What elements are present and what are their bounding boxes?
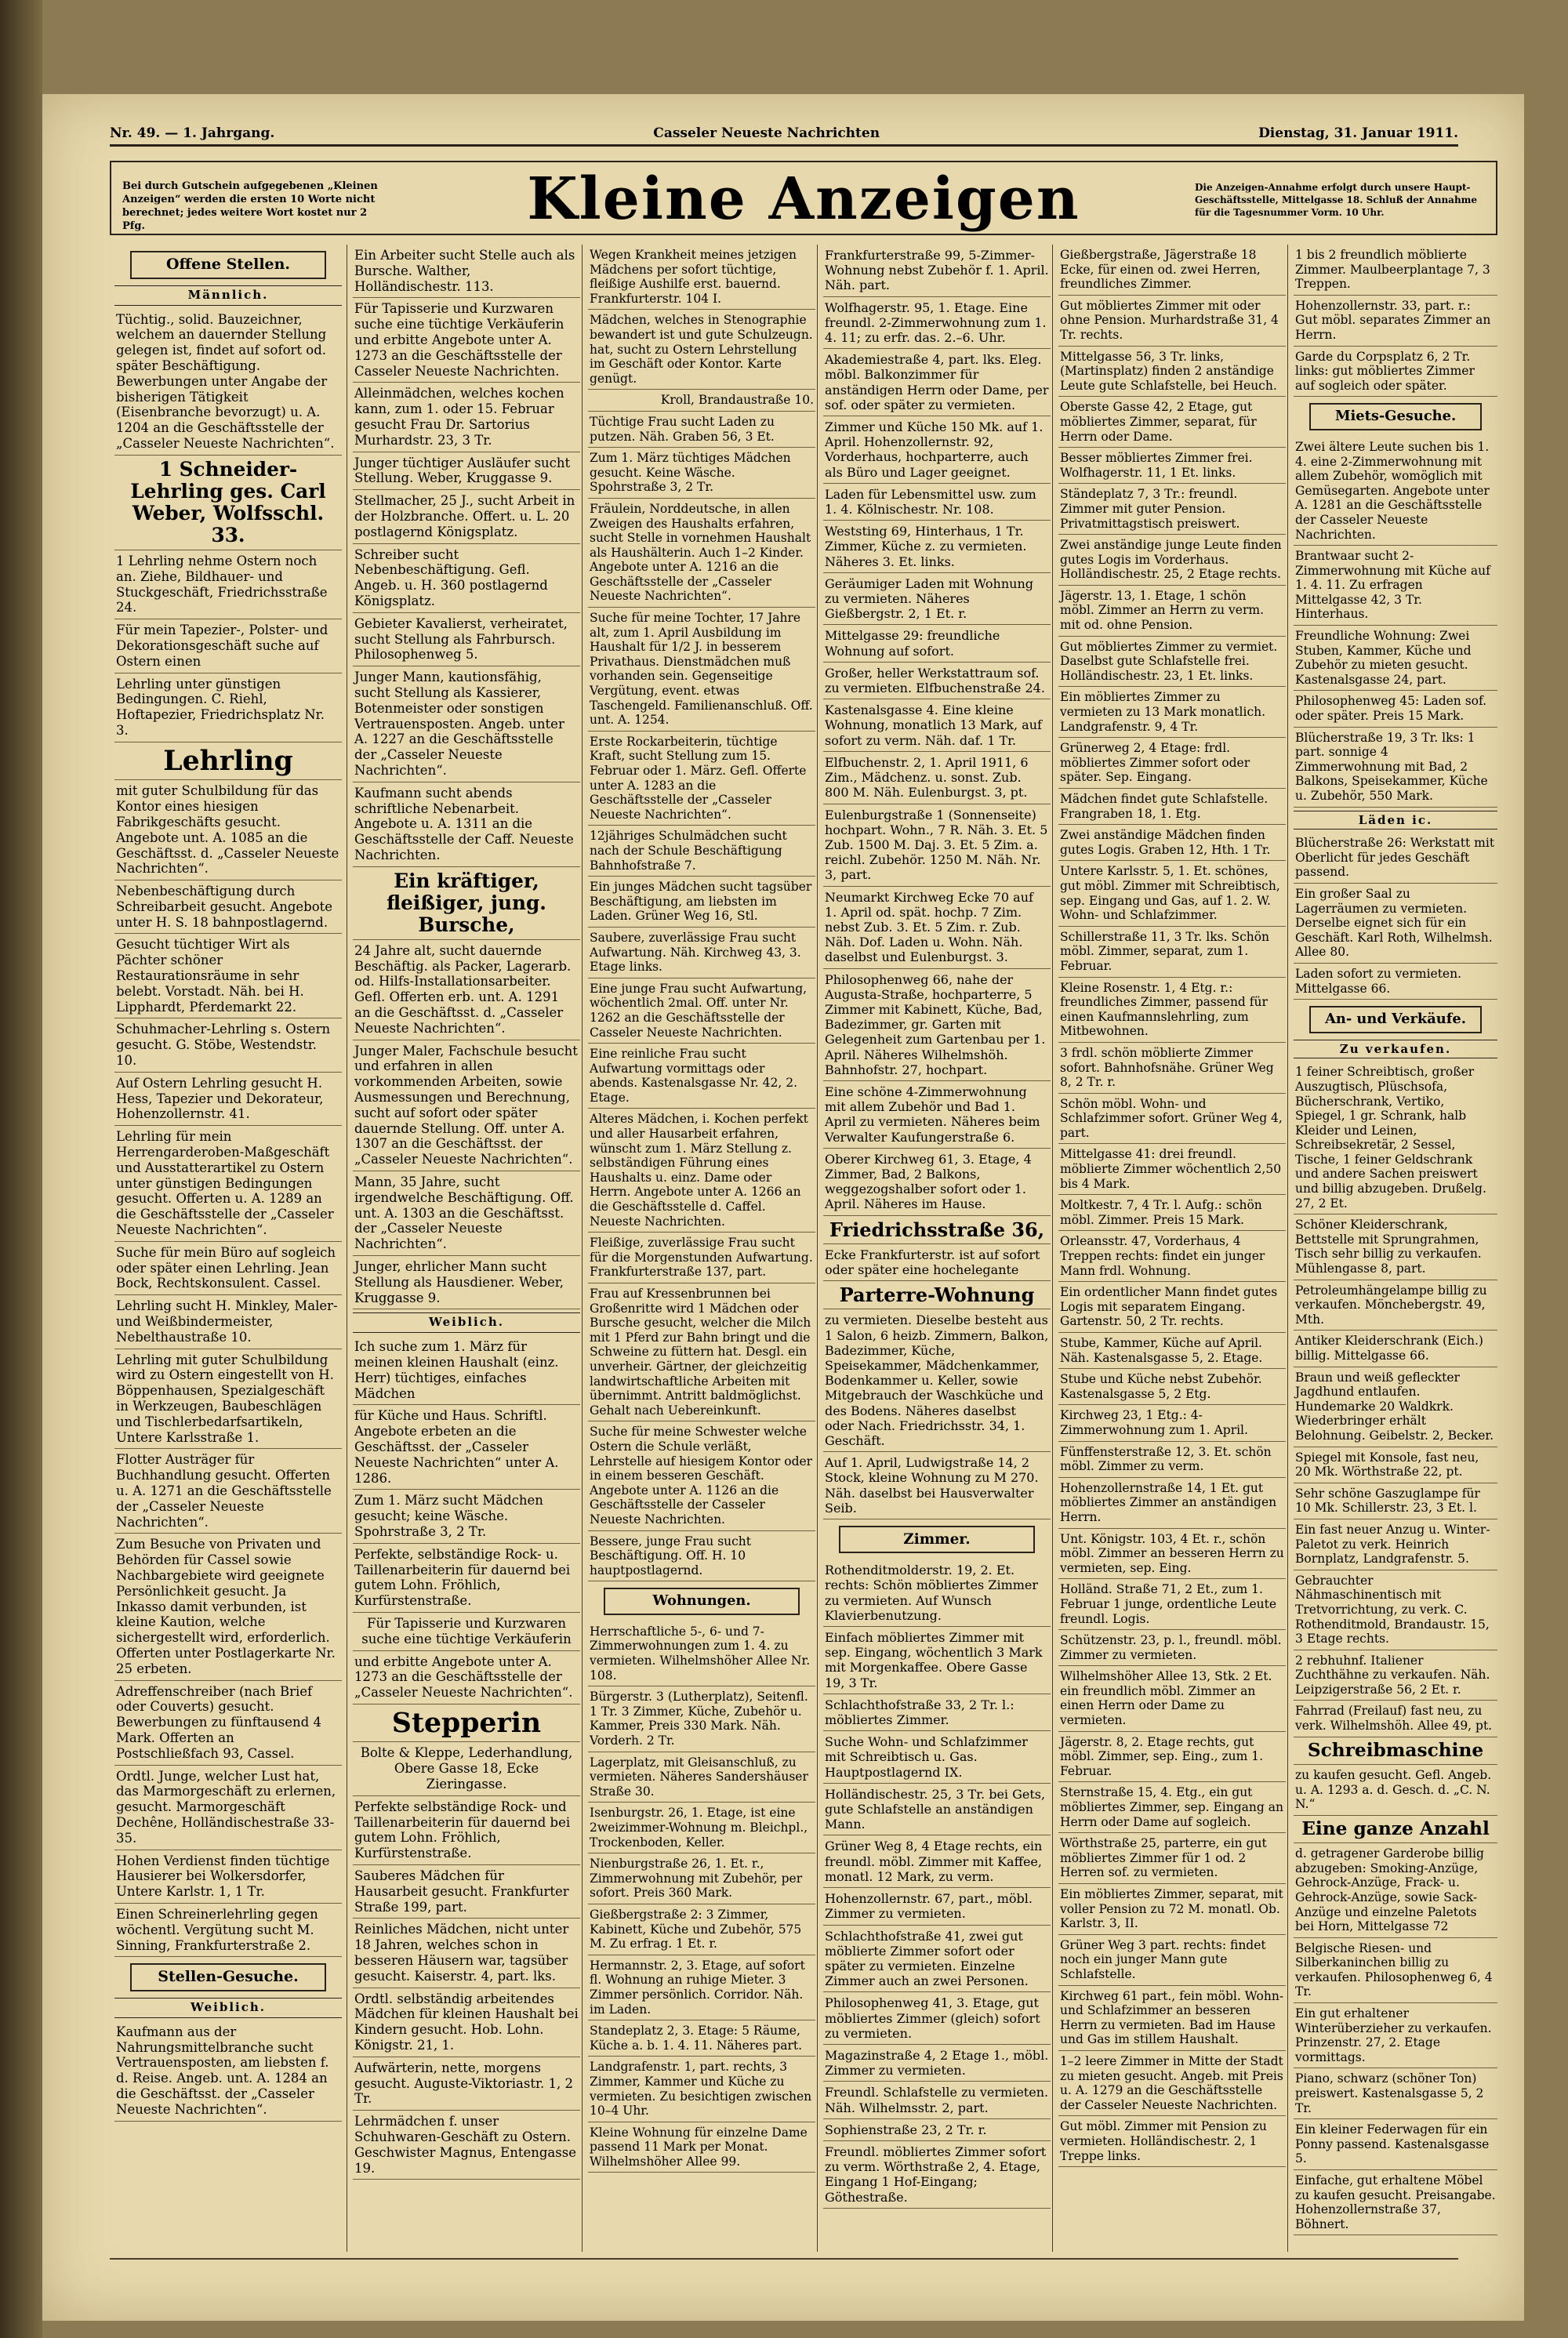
classified-ad: und erbitte Angebote unter A. 1273 an die Geschäftsstelle der „Casseler Neueste Nachrichten“. [353,1651,580,1704]
classified-ad: Schöner Kleiderschrank, Bettstelle mit Sprungrahmen, Tisch sehr billig zu verkaufen. Mühlengasse 8, part. [1294,1214,1497,1280]
classified-ad: Mädchen, welches in Stenographie bewandert ist und gute Schulzeugn. hat, sucht zu Ostern Lehrstellung im Geschäft oder Kontor. Karte genügt. [588,310,815,390]
classified-ad: 24 Jahre alt, sucht dauernde Beschäftig. als Packer, Lagerarb. od. Hilfs-Installationsarbeiter. Gefl. Offerten erb. unt. A. 1291 an die Geschäftsst. d. „Casseler Neueste Nachrichten“. [353,940,580,1040]
classified-ad: Kastenalsgasse 4. Eine kleine Wohnung, monatlich 13 Mark, auf sofort zu verm. Näh. daf. 1 Tr. [823,699,1051,752]
classified-ad: Kaufmann sucht abends schriftliche Nebenarbeit. Angebote u. A. 1311 an die Geschäftsstelle der Caff. Neueste Nachrichten. [353,782,580,867]
masthead [110,161,1497,235]
classified-ad: Landgrafenstr. 1, part. rechts, 3 Zimmer, Kammer und Küche zu vermieten. Zu besichtigen zwischen 10–4 Uhr. [588,2057,815,2122]
classified-ad: d. getragener Garderobe billig abzugeben: Smoking-Anzüge, Gehrock-Anzüge, Frack- u. Gehrock-Anzüge, sowie Sack-Anzüge und einzelne Paletots bei Horn, Mittelgasse 72 [1294,1843,1497,1938]
classified-ad: Ein Arbeiter sucht Stelle auch als Bursche. Walther, Holländischestr. 113. [353,245,580,298]
classified-ad: Wilhelmshöher Allee 13, Stk. 2 Et. ein freundlich möbl. Zimmer an einen Herrn oder Dame zu vermieten. [1058,1666,1286,1731]
classified-ad: Kirchweg 23, 1 Etg.: 4-Zimmerwohnung zum 1. April. [1058,1405,1286,1441]
column-rule [582,245,583,2252]
classified-ad: Herrschaftliche 5-, 6- und 7-Zimmerwohnungen zum 1. 4. zu vermieten. Wilhelmshöher Allee Nr. 108. [588,1621,815,1686]
subsection-zu-verkaufen: Zu verkaufen. [1294,1040,1497,1059]
classified-ad: Schlachthofstraße 33, 2 Tr. l.: möbliertes Zimmer. [823,1694,1051,1731]
classified-ad: Sophienstraße 23, 2 Tr. r. [823,2119,1051,2141]
classified-ad: Geräumiger Laden mit Wohnung zu vermieten. Näheres Gießbergstr. 2, 1 Et. r. [823,573,1051,626]
classified-ad: für Küche und Haus. Schriftl. Angebote erbeten an die Geschäftsst. der „Casseler Neueste Nachrichten“ unter A. 1286. [353,1405,580,1490]
classified-ad: Braun und weiß gefleckter Jagdhund entlaufen. Hundemarke 20 Waldkrk. Wiederbringer erhält Belohnung. Geibelstr. 2, Becker. [1294,1367,1497,1447]
classified-ad: Ein kleiner Federwagen für ein Ponny passend. Kastenalsgasse 5. [1294,2119,1497,2170]
classified-ad: Für Tapisserie und Kurzwaren suche eine tüchtige Verkäuferin [353,1613,580,1651]
classified-ad-headline: Eine ganze Anzahl [1294,1816,1497,1843]
classified-ad: Fleißige, zuverlässige Frau sucht für die Morgenstunden Aufwartung. Frankfurterstraße 137, part. [588,1233,815,1283]
classified-ad-headline: Lehrling [114,742,342,781]
classified-ad: 2 rebhuhnf. Italiener Zuchthähne zu verkaufen. Näh. Leipzigerstraße 56, 2 Et. r. [1294,1650,1497,1701]
classified-ad: Gießbergstraße 2: 3 Zimmer, Kabinett, Küche und Zubehör, 575 M. Zu erfrag. 1 Et. r. [588,1904,815,1955]
classified-ad: Ein möbliertes Zimmer, separat, mit voller Pension zu 72 M. monatl. Ob. Karlstr. 3, II. [1058,1884,1286,1935]
classified-ad: Sauberes Mädchen für Hausarbeit gesucht. Frankfurter Straße 199, part. [353,1865,580,1919]
classified-ad: Schützenstr. 23, p. l., freundl. möbl. Zimmer zu vermieten. [1058,1630,1286,1666]
classified-ad: Ein fast neuer Anzug u. Winter-Paletot zu verk. Heinrich Bornplatz, Landgrafenstr. 5. [1294,1519,1497,1570]
issue-date: Dienstag, 31. Januar 1911. [1258,125,1458,141]
classified-ad: Freundl. möbliertes Zimmer sofort zu verm. Wörthstraße 2, 4. Etage, Eingang 1 Hof-Eingang; Göthestraße. [823,2141,1051,2209]
classified-ad: Laden sofort zu vermieten. Mittelgasse 66. [1294,964,1497,1000]
classified-ad: Schreiber sucht Nebenbeschäftigung. Gefl. Angeb. u. H. 360 postlagernd Königsplatz. [353,544,580,613]
classified-ad: Zimmer und Küche 150 Mk. auf 1. April. Hohenzollernstr. 92, Vorderhaus, hochparterre, auch als Büro und Lager geeignet. [823,416,1051,484]
classified-ad: Fünffensterstraße 12, 3. Et. schön möbl. Zimmer zu verm. [1058,1442,1286,1478]
classified-ad: Für mein Tapezier-, Polster- und Dekorationsgeschäft suche auf Ostern einen [114,619,342,673]
classified-ad: Fahrrad (Freilauf) fast neu, zu verk. Wilhelmshöh. Allee 49, pt. [1294,1701,1497,1737]
classified-ad: Lagerplatz, mit Gleisanschluß, zu vermieten. Näheres Sandershäuser Straße 30. [588,1752,815,1803]
classified-ad: Flotter Austräger für Buchhandlung gesucht. Offerten u. A. 1271 an die Geschäftsstelle der „Casseler Neueste Nachrichten“. [114,1449,342,1534]
classified-ad: Eine junge Frau sucht Aufwartung, wöchentlich 2mal. Off. unter Nr. 1262 an die Geschäftsstelle der Casseler Neueste Nachrichten. [588,978,815,1044]
classified-ad: Grüner Weg 8, 4 Etage rechts, ein freundl. möbl. Zimmer mit Kaffee, monatl. 12 Mark, zu verm. [823,1835,1051,1888]
classified-ad: Wegen Krankheit meines jetzigen Mädchens per sofort tüchtige, fleißige Aushilfe erst. bauernd. Frankfurterstr. 104 I. [588,245,815,310]
classified-ad: 1 Schneider-Lehrling ges. Carl Weber, Wolfsschl. 33. [114,456,342,550]
classified-ad: Einen Schreinerlehrling gegen wöchentl. Vergütung sucht M. Sinning, Frankfurterstraße 2. [114,1904,342,1957]
classified-ad: Einfach möbliertes Zimmer mit sep. Eingang, wöchentlich 3 Mark mit Morgenkaffee. Obere Gasse 19, 3 Tr. [823,1627,1051,1694]
classified-ad: Brantwaar sucht 2-Zimmerwohnung mit Küche auf 1. 4. 11. Zu erfragen Mittelgasse 42, 3 Tr. Hinterhaus. [1294,546,1497,626]
classified-ad: Hohenzollernstr. 33, part. r.: Gut möbl. separates Zimmer an Herrn. [1294,296,1497,347]
classified-ad: Gut möbliertes Zimmer zu vermiet. Daselbst gute Schlafstelle frei. Holländischestr. 23, 1 Et. links. [1058,637,1286,688]
classified-ad: Gebieter Kavalierst, verheiratet, sucht Stellung als Fahrbursch. Philosophenweg 5. [353,613,580,666]
classified-ad: Nebenbeschäftigung durch Schreibarbeit gesucht. Angebote unter H. S. 18 bahnpostlagernd. [114,880,342,934]
classified-ad: 3 frdl. schön möblierte Zimmer sofort. Bahnhofsnähe. Grüner Weg 8, 2 Tr. r. [1058,1043,1286,1094]
classified-ad: Sternstraße 15, 4. Etg., ein gut möbliertes Zimmer, sep. Eingang an Herrn oder Dame auf sogleich. [1058,1782,1286,1833]
classified-ad: Gießbergstraße, Jägerstraße 18 Ecke, für einen od. zwei Herren, freundliches Zimmer. [1058,245,1286,296]
classified-ad: Oberste Gasse 42, 2 Etage, gut möbliertes Zimmer, separat, für Herrn oder Dame. [1058,397,1286,448]
classified-ad: 1 bis 2 freundlich möblierte Zimmer. Maulbeerplantage 7, 3 Treppen. [1294,245,1497,296]
classified-ad: Zwei ältere Leute suchen bis 1. 4. eine 2-Zimmerwohnung mit allem Zubehör, womöglich mit Gemüsegarten. Angebote unter A. 1281 an die Geschäftsstelle der Casseler Neueste Nachrichten. [1294,437,1497,546]
column-2 [353,245,580,2180]
classified-ad: 1 feiner Schreibtisch, großer Auszugtisch, Plüschsofa, Bücherschrank, Vertiko, Spiegel, 1 gr. Schrank, halb Kleider und Leinen, Schreibsekretär, 2 Sessel, Tische, 1 feiner Geldschrank und andere Sachen preiswert und billig abzugeben. Drußelg. 27, 2 Et. [1294,1062,1497,1214]
classified-ad: Philosophenweg 41, 3. Etage, gut möbliertes Zimmer (gleich) sofort zu vermieten. [823,1992,1051,2045]
classified-ad: Ein gut erhaltener Winterüberzieher zu verkaufen. Prinzenstr. 27, 2. Etage vormittags. [1294,2003,1497,2068]
classified-ad: Grüner Weg 3 part. rechts: findet noch ein junger Mann gute Schlafstelle. [1058,1935,1286,1986]
classified-ad: Perfekte, selbständige Rock- u. Taillenarbeiterin für dauernd bei gutem Lohn. Fröhlich, Kurfürstenstraße. [353,1544,580,1613]
classified-ad: Antiker Kleiderschrank (Eich.) billig. Mittelgasse 66. [1294,1331,1497,1367]
classified-ad: Stube, Kammer, Küche auf April. Näh. Kastenalsgasse 5, 2. Etage. [1058,1333,1286,1369]
classified-ad: Junger Mann, kautionsfähig, sucht Stellung als Kassierer, Botenmeister oder sonstigen Vertrauensposten. Angeb. unter A. 1227 an die Geschäftsstelle der „Casseler Neueste Nachrichten“. [353,666,580,782]
classified-ad: Holländischestr. 25, 3 Tr. bei Gets, gute Schlafstelle an anständigen Mann. [823,1784,1051,1836]
classified-ad: Philosophenweg 45: Laden sof. oder später. Preis 15 Mark. [1294,691,1497,727]
classified-ad: Suche für mein Büro auf sogleich oder später einen Lehrling. Jean Bock, Rechtskonsulent. Cassel. [114,1242,342,1295]
classified-ad: Erste Rockarbeiterin, tüchtige Kraft, sucht Stellung zum 15. Februar oder 1. März. Gefl. Offerte unter A. 1283 an die Geschäftsstelle der „Casseler Neueste Nachrichten“. [588,732,815,826]
classified-ad: Ich suche zum 1. März für meinen kleinen Haushalt (einz. Herr) tüchtiges, einfaches Mädchen [353,1336,580,1405]
classified-ad: Grünerweg 2, 4 Etage: frdl. möbliertes Zimmer sofort oder später. Sep. Eingang. [1058,738,1286,789]
classified-ad: Ein ordentlicher Mann findet gutes Logis mit separatem Eingang. Gartenstr. 50, 2 Tr. rechts. [1058,1282,1286,1333]
classified-ad: Laden für Lebensmittel usw. zum 1. 4. Kölnischestr. Nr. 108. [823,484,1051,521]
classified-ad: Schuhmacher-Lehrling s. Ostern gesucht. G. Stöbe, Westendstr. 10. [114,1018,342,1072]
subsection-laeden: Läden ic. [1294,811,1497,830]
column-rule [1287,245,1288,2252]
section-head-zimmer: Zimmer. [839,1526,1035,1553]
classified-ad: Fräulein, Norddeutsche, in allen Zweigen des Haushalts erfahren, sucht Stelle in vornehmen Haushalt als Haushälterin. Auch 1–2 Kinder. Angebote unter A. 1216 an die Geschäftsstelle der „Casseler Neueste Nachrichten“. [588,499,815,608]
classified-ad: Adreffenschreiber (nach Brief oder Couverts) gesucht. Bewerbungen zu fünftausend 4 Mark. Offerten an Postschließfach 93, Cassel. [114,1681,342,1766]
classified-ad: Kirchweg 61 part., fein möbl. Wohn- und Schlafzimmer an besseren Herrn zu vermieten. Bad im Hause und Gas im stillem Haushalt. [1058,1986,1286,2051]
classified-ad: Ein großer Saal zu Lagerräumen zu vermieten. Derselbe eignet sich für ein Geschäft. Karl Roth, Wilhelmsh. Allee 80. [1294,884,1497,964]
classified-ad: Elfbuchenstr. 2, 1. April 1911, 6 Zim., Mädchenz. u. sonst. Zub. 800 M. Näh. Eulenburgst. 3, pt. [823,752,1051,804]
classified-ad: Garde du Corpsplatz 6, 2 Tr. links: gut möbliertes Zimmer auf sogleich oder später. [1294,347,1497,398]
classified-ad: Oberer Kirchweg 61, 3. Etage, 4 Zimmer, Bad, 2 Balkons, weggezogshalber sofort oder 1. April. Näheres im Hause. [823,1149,1051,1216]
classified-ad: Schillerstraße 11, 3 Tr. lks. Schön möbl. Zimmer, separat, zum 1. Februar. [1058,927,1286,978]
classified-ad: Auf 1. April, Ludwigstraße 14, 2 Stock, kleine Wohnung zu M 270. Näh. daselbst bei Hausverwalter Seib. [823,1452,1051,1519]
classified-ad: Spiegel mit Konsole, fast neu, 20 Mk. Wörthstraße 22, pt. [1294,1447,1497,1483]
classified-ad-headline: Schreibmaschine [1294,1737,1497,1765]
section-head-an-und-verkaeufe: An- und Verkäufe. [1309,1006,1482,1033]
classified-ad: Zum Besuche von Privaten und Behörden für Cassel sowie Nachbargebiete wird geeignete Persönlichkeit gesucht. Ja Inkasso damit verbunden, ist kleine Kaution, welche sichergestellt wird, erforderlich. Offerten unter Postlagerkarte Nr. 25 erbeten. [114,1534,342,1680]
column-1 [114,245,342,2122]
classified-ad: Hohenzollernstr. 67, part., möbl. Zimmer zu vermieten. [823,1888,1051,1925]
classified-ad: Zwei anständige Mädchen finden gutes Logis. Graben 12, Hth. 1 Tr. [1058,825,1286,861]
classified-ad: Ein junges Mädchen sucht tagsüber Beschäftigung, am liebsten im Laden. Grüner Weg 16, Stl. [588,877,815,928]
classified-ad: Lehrmädchen f. unser Schuhwaren-Geschäft zu Ostern. Geschwister Magnus, Entengasse 19. [353,2111,580,2180]
classified-ad: Akademiestraße 4, part. lks. Eleg. möbl. Balkonzimmer für anständigen Herrn oder Dame, per sof. oder später zu vermieten. [823,349,1051,416]
masthead-note-left: Bei durch Gutschein aufgegebenen „Kleinen Anzeigen“ werden die ersten 10 Worte nicht berechnet; jedes weitere Wort kostet nur 2 Pfg. [122,180,378,232]
masthead-note-right: Die Anzeigen-Annahme erfolgt durch unsere Haupt-Geschäftsstelle, Mittelgasse 18. Schluß der Annahme für die Tagesnummer Vorm. 10 Uhr. [1195,182,1478,218]
classified-ad: Ordtl. Junge, welcher Lust hat, das Marmorgeschäft zu erlernen, gesucht. Marmorgeschäft Dechêne, Holländischestraße 33-35. [114,1766,342,1850]
classified-ad: Frankfurterstraße 99, 5-Zimmer-Wohnung nebst Zubehör f. 1. April. Näh. part. [823,245,1051,297]
classified-ad: Für Tapisserie und Kurzwaren suche eine tüchtige Verkäuferin und erbitte Angebote unter A. 1273 an die Geschäftsstelle der Casseler Neueste Nachrichten. [353,298,580,383]
page-header [110,125,1458,147]
classified-ad: Besser möbliertes Zimmer frei. Wolfhagerstr. 11, 1 Et. links. [1058,448,1286,484]
subsection-weiblich: Weiblich. [114,1998,342,2018]
classified-ad: Zum 1. März sucht Mädchen gesucht; keine Wäsche. Spohrstraße 3, 2 Tr. [353,1490,580,1543]
classified-ad: Mädchen findet gute Schlafstelle. Frangraben 18, 1. Etg. [1058,789,1286,825]
classified-ad: Junger tüchtiger Ausläufer sucht Stellung. Weber, Kruggasse 9. [353,452,580,491]
classified-ad: Kleine Rosenstr. 1, 4 Etg. r.: freundliches Zimmer, passend für einen Kaufmannslehrling, zum Mitbewohnen. [1058,978,1286,1043]
column-6 [1294,245,1497,2235]
column-4 [823,245,1051,2209]
classified-ad: Aufwärterin, nette, morgens gesucht. Auguste-Viktoriastr. 1, 2 Tr. [353,2057,580,2111]
classified-ad: Mittelgasse 56, 3 Tr. links, (Martinsplatz) finden 2 anständige Leute gute Schlafstelle, bei Heuch. [1058,347,1286,398]
classified-ad: Tüchtig., solid. Bauzeichner, welchem an dauernder Stellung gelegen ist, findet auf sofort od. später Beschäftigung. Bewerbungen unter Angabe der bisherigen Tätigkeit (Eisenbranche bevorzugt) u. A. 1204 an die Geschäftsstelle der „Casseler Neueste Nachrichten“. [114,309,342,456]
classified-ad: Hermannstr. 2, 3. Etage, auf sofort fl. Wohnung an ruhige Mieter. 3 Zimmer persönlich. Corridor. Näh. im Laden. [588,1955,815,2020]
classified-ad: Petroleumhängelampe billig zu verkaufen. Mönchebergstr. 49, Mth. [1294,1280,1497,1331]
classified-ad: Stube und Küche nebst Zubehör. Kastenalsgasse 5, 2 Etg. [1058,1369,1286,1405]
newspaper-name: Casseler Neueste Nachrichten [653,125,880,141]
classified-ad: Standeplatz 2, 3. Etage: 5 Räume, Küche a. b. 1. 4. 11. Näheres part. [588,2020,815,2057]
classified-ad: Auf Ostern Lehrling gesucht H. Hess, Tapezier und Dekorateur, Hohenzollernstr. 41. [114,1073,342,1126]
section-head-miets-gesuche: Miets-Gesuche. [1309,403,1482,430]
classified-ad: Reinliches Mädchen, nicht unter 18 Jahren, welches schon in besseren Häusern war, tagsüber gesucht. Kaiserstr. 4, part. lks. [353,1919,580,1988]
classified-ad: Alteres Mädchen, i. Kochen perfekt und aller Hausarbeit erfahren, wünscht zum 1. März Stellung z. selbständigen Führung eines Haushalts u. einz. Dame oder Herrn. Angebote unter A. 1266 an die Geschäftsstelle d. Caffel. Neueste Nachrichten. [588,1109,815,1233]
classified-ad: Philosophenweg 66, nahe der Augusta-Straße, hochparterre, 5 Zimmer mit Kabinett, Küche, Bad, Badezimmer, gr. Garten mit Gelegenheit zum Gartenbau per 1. April. Näheres Wilhelmshöh. Bahnhofstr. 27, hochpart. [823,969,1051,1081]
classified-ad: Schlachthofstraße 41, zwei gut möblierte Zimmer sofort oder später zu vermieten. Einzelne Zimmer auch an zwei Personen. [823,1926,1051,1993]
classified-ad: Schön möbl. Wohn- und Schlafzimmer sofort. Grüner Weg 4, part. [1058,1094,1286,1145]
classified-ad: Bolte & Kleppe, Lederhandlung, Obere Gasse 18, Ecke Zieringasse. [353,1742,580,1795]
issue-number: Nr. 49. — 1. Jahrgang. [110,125,275,141]
classified-ad: Holländ. Straße 71, 2 Et., zum 1. Februar 1 junge, ordentliche Leute freundl. Logis. [1058,1579,1286,1630]
classified-ad: Blücherstraße 26: Werkstatt mit Oberlicht für jedes Geschäft passend. [1294,833,1497,884]
classified-ad: Jägerstr. 13, 1. Etage, 1 schön möbl. Zimmer an Herrn zu verm. mit od. ohne Pension. [1058,586,1286,637]
classified-ad: Perfekte selbständige Rock- und Taillenarbeiterin für dauernd bei gutem Lohn. Fröhlich, Kurfürstenstraße. [353,1796,580,1865]
classified-ad: zu kaufen gesucht. Gefl. Angeb. u. A. 1293 a. d. Gesch. d. „C. N. N.“ [1294,1765,1497,1816]
page-edge-shadow [0,0,42,2338]
classified-ad: Hohenzollernstraße 14, 1 Et. gut möbliertes Zimmer an anständigen Herrn. [1058,1478,1286,1529]
classified-ad: Zum 1. März tüchtiges Mädchen gesucht. Keine Wäsche. Spohrstraße 3, 2 Tr. [588,448,815,499]
classified-ad: Jägerstr. 8, 2. Etage rechts, gut möbl. Zimmer, sep. Eing., zum 1. Februar. [1058,1732,1286,1783]
classified-ad: Isenburgstr. 26, 1. Etage, ist eine 2weizimmer-Wohnung m. Bleichpl., Trockenboden, Keller. [588,1803,815,1853]
classified-ad: mit guter Schulbildung für das Kontor eines hiesigen Fabrikgeschäfts gesucht. Angebote unt. A. 1085 an die Geschäftsst. d. „Casseler Neueste Nachrichten“. [114,780,342,880]
classified-ad: Freundliche Wohnung: Zwei Stuben, Kammer, Küche und Zubehör zu mieten gesucht. Kastenalsgasse 24, part. [1294,626,1497,691]
classified-ad: Saubere, zuverlässige Frau sucht Aufwartung. Näh. Kirchweg 43, 3. Etage links. [588,928,815,978]
classified-ad: Bürgerstr. 3 (Lutherplatz), Seitenfl. 1 Tr. 3 Zimmer, Küche, Zubehör u. Kammer, Preis 330 Mark. Näh. Vorderh. 2 Tr. [588,1686,815,1752]
classified-ad: Großer, heller Werkstattraum sof. zu vermieten. Elfbuchenstraße 24. [823,663,1051,699]
section-head-offene-stellen: Offene Stellen. [130,251,326,279]
bottom-rule [110,2258,1458,2260]
classified-ad: Wolfhagerstr. 95, 1. Etage. Eine freundl. 2-Zimmerwohnung zum 1. 4. 11; zu erfr. das. 2.–6. Uhr. [823,297,1051,350]
classified-ad: Kaufmann aus der Nahrungsmittelbranche sucht Vertrauensposten, am liebsten f. d. Reise. Angeb. unt. A. 1284 an die Geschäftsst. der „Casseler Neueste Nachrichten“. [114,2021,342,2122]
classified-ad: Einfache, gut erhaltene Möbel zu kaufen gesucht. Preisangabe. Hohenzollernstraße 37, Böhnert. [1294,2170,1497,2235]
classified-ad: 1–2 leere Zimmer in Mitte der Stadt zu mieten gesucht. Angeb. mit Preis u. A. 1279 an die Geschäftsstelle der Casseler Neueste Nachrichten. [1058,2051,1286,2116]
classified-ad: Gebrauchter Nähmaschinentisch mit Tretvorrichtung, zu verk. C. Rothenditmold, Brandaustr. 15, 3 Etage rechts. [1294,1570,1497,1650]
classified-ad: Ein möbliertes Zimmer zu vermieten zu 13 Mark monatlich. Landgrafenstr. 9, 4 Tr. [1058,687,1286,738]
classified-ad: Suche für meine Schwester welche Ostern die Schule verläßt, Lehrstelle auf hiesigem Kontor oder in einem besseren Geschäft. Angebote unter A. 1126 an die Geschäftsstelle der Casseler Neueste Nachrichten. [588,1421,815,1530]
subsection-weiblich: Weiblich. [353,1312,580,1333]
column-3 [588,245,815,2173]
classified-ad: Magazinstraße 4, 2 Etage 1., möbl. Zimmer zu vermieten. [823,2045,1051,2082]
classified-ad: Nienburgstraße 26, 1. Et. r., Zimmerwohnung mit Zubehör, per sofort. Preis 360 Mark. [588,1853,815,1904]
classified-ad: Ständeplatz 7, 3 Tr.: freundl. Zimmer mit guter Pension. Privatmittagstisch preiswert. [1058,484,1286,535]
classified-ad: 1 Lehrling nehme Ostern noch an. Ziehe, Bildhauer- und Stuckgeschäft, Friedrichsstraße 24. [114,550,342,619]
classified-ad: Weststing 69, Hinterhaus, 1 Tr. Zimmer, Küche z. zu vermieten. Näheres 3. Et. links. [823,521,1051,573]
classified-ad-headline: Friedrichsstraße 36, [823,1216,1051,1244]
classified-ad: Neumarkt Kirchweg Ecke 70 auf 1. April od. spät. hochp. 7 Zim. nebst Zub. 3. Et. 5 Zim. r. Zub. Näh. Dof. Laden u. Wohn. Näh. daselbst und Eulenburgst. 3. [823,887,1051,969]
classified-ad: Mittelgasse 41: drei freundl. möblierte Zimmer wöchentlich 2,50 bis 4 Mark. [1058,1144,1286,1195]
column-5 [1058,245,1286,2167]
classified-ad: Zwei anständige junge Leute finden gutes Logis im Vorderhaus. Holländischestr. 25, 2 Etage rechts. [1058,535,1286,586]
classified-ad: Blücherstraße 19, 3 Tr. lks: 1 part. sonnige 4 Zimmerwohnung mit Bad, 2 Balkons, Speisekammer, Küche u. Zubehör, 550 Mark. [1294,728,1497,808]
classified-ad: Bessere, junge Frau sucht Beschäftigung. Off. H. 10 hauptpostlagernd. [588,1531,815,1582]
classified-ad-headline: Ein kräftiger, fleißiger, jung. Bursche, [353,867,580,940]
classified-ad: Gesucht tüchtiger Wirt als Pächter schöner Restaurationsräume in sehr belebt. Vorstadt. Näh. bei H. Lipphardt, Pferdemarkt 22. [114,934,342,1018]
classified-ad-headline: Stepperin [353,1704,580,1743]
classified-ad: Eine reinliche Frau sucht Aufwartung vormittags oder abends. Kastenalsgasse Nr. 42, 2. Etage. [588,1044,815,1109]
classified-ad: Lehrling für mein Herrengarderoben-Maßgeschäft und Ausstatterartikel zu Ostern unter günstigen Bedingungen gesucht. Offerten u. A. 1289 an die Geschäftsstelle der „Casseler Neueste Nachrichten“. [114,1126,342,1242]
column-rule [1052,245,1053,2252]
classified-ad: Suche für meine Tochter, 17 Jahre alt, zum 1. April Ausbildung im Haushalt für 1/2 J. in besserem Privathaus. Dienstmädchen muß vorhanden sein. Gegenseitige Vergütung, event. etwas Taschengeld. Familienanschluß. Off. unt. A. 1254. [588,608,815,732]
classified-ad: Tüchtige Frau sucht Laden zu putzen. Näh. Graben 56, 3 Et. [588,412,815,448]
classified-ad: Untere Karlsstr. 5, 1. Et. schönes, gut möbl. Zimmer mit Schreibtisch, sep. Eingang und Gas, auf 1. 2. W. Wohn- und Schlafzimmer. [1058,861,1286,926]
classified-ad: Piano, schwarz (schöner Ton) preiswert. Kastenalsgasse 5, 2 Tr. [1294,2068,1497,2119]
classified-ad: Junger, ehrlicher Mann sucht Stellung als Hausdiener. Weber, Kruggasse 9. [353,1256,580,1309]
classified-ad: Gut möbliertes Zimmer mit oder ohne Pension. Murhardstraße 31, 4 Tr. rechts. [1058,296,1286,347]
classified-ad: 12jähriges Schulmädchen sucht nach der Schule Beschäftigung Bahnhofstraße 7. [588,826,815,877]
classified-ad: Lehrling unter günstigen Bedingungen. C. Riehl, Hoftapezier, Friedrichsplatz Nr. 3. [114,673,342,742]
classified-ad: Kroll, Brandaustraße 10. [588,390,815,412]
classified-ad: Belgische Riesen- und Silberkaninchen billig zu verkaufen. Philosophenweg 6, 4 Tr. [1294,1938,1497,2003]
section-head-stellen-gesuche: Stellen-Gesuche. [130,1963,326,1991]
classified-ad: Stellmacher, 25 J., sucht Arbeit in der Holzbranche. Offert. u. L. 20 postlagernd Königsplatz. [353,490,580,543]
section-title: Kleine Anzeigen [527,165,1080,233]
classified-ad: Hohen Verdienst finden tüchtige Hausierer bei Wolkersdorfer, Untere Karlstr. 1, 1 Tr. [114,1850,342,1904]
classified-ad: Wörthstraße 25, parterre, ein gut möbliertes Zimmer für 1 od. 2 Herren sof. zu vermieten. [1058,1833,1286,1884]
subsection-maennlich: Männlich. [114,285,342,306]
classified-ad: Freundl. Schlafstelle zu vermieten. Näh. Wilhelmsstr. 2, part. [823,2082,1051,2118]
classified-ad: Mittelgasse 29: freundliche Wohnung auf sofort. [823,625,1051,662]
classified-ad: Junger Maler, Fachschule besucht und erfahren in allen vorkommenden Arbeiten, sowie Ausmessungen und Berechnung, sucht auf sofort oder später dauernde Stellung. Off. unter A. 1307 an die Geschäftsst. der „Casseler Neueste Nachrichten“. [353,1040,580,1171]
classified-ad: zu vermieten. Dieselbe besteht aus 1 Salon, 6 heizb. Zimmern, Balkon, Badezimmer, Küche, Speisekammer, Mädchenkammer, Bodenkammer u. Keller, sowie Mitgebrauch der Waschküche und des Bodens. Näheres daselbst oder Nach. Friedrichsstr. 34, 1. Geschäft. [823,1309,1051,1452]
classified-ad: Gut möbl. Zimmer mit Pension zu vermieten. Holländischestr. 2, 1 Treppe links. [1058,2116,1286,2167]
classified-ad: Eulenburgstraße 1 (Sonnenseite) hochpart. Wohn., 7 R. Näh. 3. Et. 5 Zub. 1500 M. Daj. 3. Et. 5 Zim. a. reichl. Zubehör. 1250 M. Näh. Nr. 3, part. [823,804,1051,887]
classified-ad: Suche Wohn- und Schlafzimmer mit Schreibtisch u. Gas. Hauptpostlagernd IX. [823,1731,1051,1784]
classified-ad: Unt. Königstr. 103, 4 Et. r., schön möbl. Zimmer an besseren Herrn zu vermieten, sep. Eing. [1058,1529,1286,1580]
classified-ad: Rothenditmolderstr. 19, 2. Et. rechts: Schön möbliertes Zimmer zu vermieten. Auf Wunsch Klavierbenutzung. [823,1559,1051,1627]
section-head-wohnungen: Wohnungen. [604,1588,800,1615]
classified-ad: Ecke Frankfurterstr. ist auf sofort oder später eine hochelegante [823,1244,1051,1281]
classified-ad: Ordtl. selbständig arbeitendes Mädchen für kleinen Haushalt bei Kindern gesucht. Hob. Lohn. Königstr. 21, 1. [353,1988,580,2057]
column-rule [817,245,818,2252]
classified-ad: Mann, 35 Jahre, sucht irgendwelche Beschäftigung. Off. unt. A. 1303 an die Geschäftsst. der „Casseler Neueste Nachrichten“. [353,1171,580,1256]
classified-ad: Kleine Wohnung für einzelne Dame passend 11 Mark per Monat. Wilhelmshöher Allee 99. [588,2122,815,2173]
classified-ad: Eine schöne 4-Zimmerwohnung mit allem Zubehör und Bad 1. April zu vermieten. Näheres beim Verwalter Kaufungerstraße 6. [823,1081,1051,1149]
classified-ad: Moltkestr. 7, 4 Tr. l. Aufg.: schön möbl. Zimmer. Preis 15 Mark. [1058,1195,1286,1231]
classified-ad: Lehrling mit guter Schulbildung wird zu Ostern eingestellt von H. Böppenhausen, Spezialgeschäft in Werkzeugen, Baubeschlägen und Tischlerbedarfsartikeln, Untere Karlsstraße 1. [114,1349,342,1450]
classified-ad: Lehrling sucht H. Minkley, Maler- und Weißbindermeister, Nebelthaustraße 10. [114,1295,342,1349]
classified-ad: Frau auf Kressenbrunnen bei Großenritte wird 1 Mädchen oder Bursche gesucht, welcher die Milch mit 1 Pferd zur Bahn bringt und die Schweine zu füttern hat. Desgl. ein unverheir. Gärtner, der gleichzeitig landwirtschaftliche Arbeiten mit übernimmt. Antritt baldmöglichst. Gehalt nach Uebereinkunft. [588,1283,815,1421]
classified-ad: Sehr schöne Gaszuglampe für 10 Mk. Schillerstr. 23, 3 Et. l. [1294,1483,1497,1519]
classified-ad: Orleansstr. 47, Vorderhaus, 4 Treppen rechts: findet ein junger Mann frdl. Wohnung. [1058,1231,1286,1282]
classified-ad: Alleinmädchen, welches kochen kann, zum 1. oder 15. Februar gesucht Frau Dr. Sartorius Murhardstr. 23, 3 Tr. [353,383,580,452]
classified-ad-headline: Parterre-Wohnung [823,1281,1051,1309]
